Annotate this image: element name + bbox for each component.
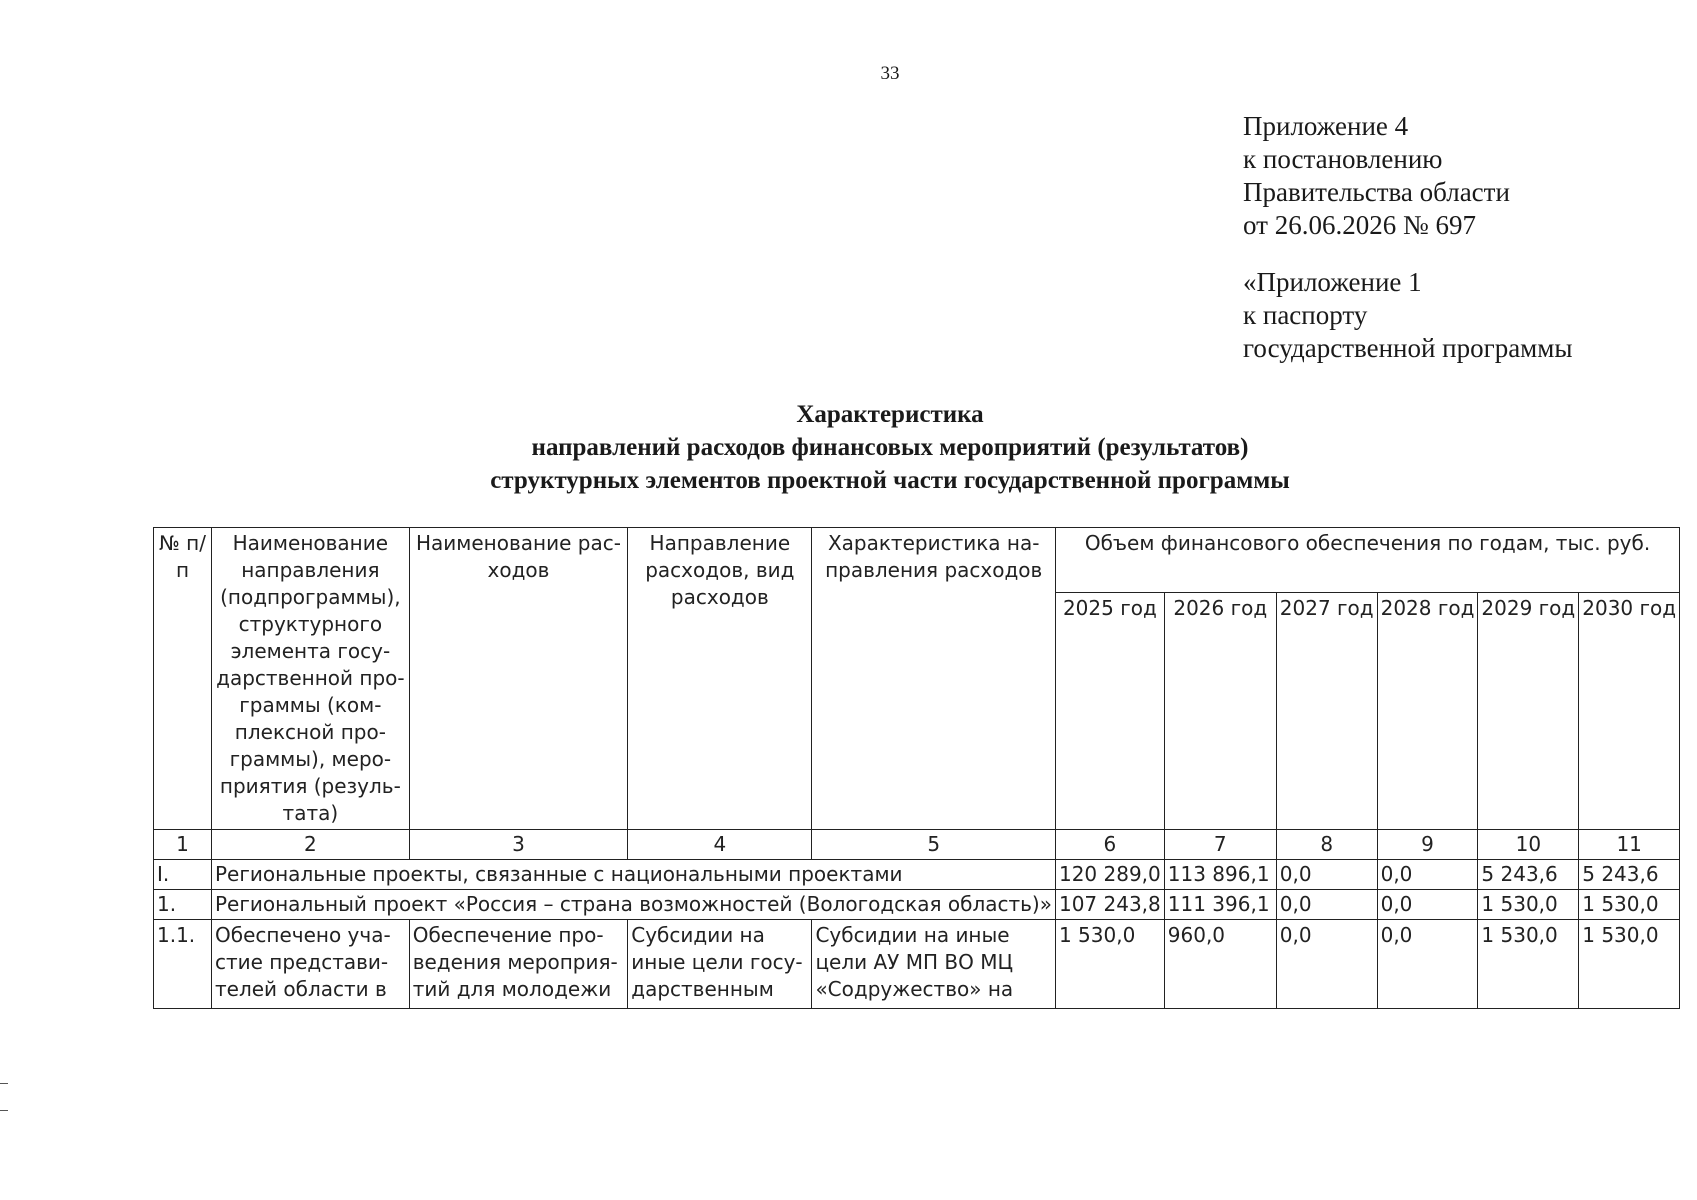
header-year: 2027 год [1276, 593, 1377, 830]
column-number: 8 [1276, 830, 1377, 860]
table-row [154, 860, 1680, 890]
row-value: 0,0 [1276, 920, 1377, 1009]
row-expense-name: Обеспечение проведения мероприятий для молодежи [409, 920, 628, 1009]
row-value: 1 530,0 [1579, 890, 1680, 920]
row-num: 1. [154, 890, 212, 920]
column-number: 2 [212, 830, 410, 860]
row-value: 0,0 [1377, 890, 1478, 920]
column-number: 6 [1055, 830, 1164, 860]
row-name: Региональные проекты, связанные с национальными проектами [212, 860, 1056, 890]
appendix-line: Приложение 4 [1243, 111, 1409, 141]
column-numbers-row [154, 830, 1680, 860]
table-row [154, 890, 1680, 920]
row-value: 107 243,8 [1055, 890, 1164, 920]
column-number: 5 [812, 830, 1056, 860]
margin-mark [0, 1083, 8, 1084]
appendix-line: к постановлению [1243, 144, 1443, 174]
column-number: 7 [1164, 830, 1276, 860]
row-value: 1 530,0 [1055, 920, 1164, 1009]
title-line: структурных элементов проектной части государственной программы [490, 467, 1290, 494]
header-year: 2028 год [1377, 593, 1478, 830]
header-characteristic: Характеристика направления расходов [812, 528, 1056, 830]
column-number: 4 [628, 830, 812, 860]
header-expense-name: Наименование расходов [409, 528, 628, 830]
column-number: 9 [1377, 830, 1478, 860]
row-value: 0,0 [1276, 890, 1377, 920]
margin-mark [0, 1110, 8, 1111]
appendix-ref-line: к паспорту [1243, 300, 1368, 330]
row-value: 5 243,6 [1478, 860, 1579, 890]
header-year: 2030 год [1579, 593, 1680, 830]
appendix-ref-line: «Приложение 1 [1243, 267, 1422, 297]
expenses-table [153, 527, 1680, 1009]
document-title [290, 398, 1490, 497]
appendix-line: от 26.06.2026 № 697 [1243, 210, 1476, 240]
row-value: 1 530,0 [1478, 890, 1579, 920]
header-expense-direction: Направление расходов, вид расходов [628, 528, 812, 830]
header-year: 2026 год [1164, 593, 1276, 830]
row-num: 1.1. [154, 920, 212, 1009]
table-header-row [154, 528, 1680, 593]
column-number: 3 [409, 830, 628, 860]
row-value: 0,0 [1377, 860, 1478, 890]
row-value: 5 243,6 [1579, 860, 1680, 890]
column-number: 1 [154, 830, 212, 860]
row-characteristic: Субсидии на иные цели АУ МП ВО МЦ «Содружество» на [812, 920, 1056, 1009]
header-funding: Объем финансового обеспечения по годам, тыс. руб. [1055, 528, 1679, 593]
row-num: I. [154, 860, 212, 890]
header-year: 2029 год [1478, 593, 1579, 830]
row-expense-direction: Субсидии на иные цели государственным [628, 920, 812, 1009]
column-number: 11 [1579, 830, 1680, 860]
row-name: Региональный проект «Россия – страна возможностей (Вологодская область)» [212, 890, 1056, 920]
appendix-block [1243, 110, 1510, 242]
row-value: 0,0 [1276, 860, 1377, 890]
page-number: 33 [880, 63, 900, 84]
header-year: 2025 год [1055, 593, 1164, 830]
column-number: 10 [1478, 830, 1579, 860]
appendix-line: Правительства области [1243, 177, 1510, 207]
appendix-ref-block [1243, 266, 1573, 365]
row-value: 0,0 [1377, 920, 1478, 1009]
row-value: 120 289,0 [1055, 860, 1164, 890]
header-direction-name: Наименование направления (подпрограммы), структурного элемента государственной программы (комплексной программы), мероприятия (результата) [212, 528, 410, 830]
header-num: № п/п [154, 528, 212, 830]
row-value: 1 530,0 [1579, 920, 1680, 1009]
row-name: Обеспечено участие представителей области в [212, 920, 410, 1009]
title-line: Характеристика [796, 401, 984, 428]
row-value: 960,0 [1164, 920, 1276, 1009]
table-row [154, 920, 1680, 1009]
appendix-ref-line: государственной программы [1243, 333, 1573, 363]
row-value: 111 396,1 [1164, 890, 1276, 920]
title-line: направлений расходов финансовых мероприятий (результатов) [531, 434, 1249, 461]
row-value: 113 896,1 [1164, 860, 1276, 890]
row-value: 1 530,0 [1478, 920, 1579, 1009]
